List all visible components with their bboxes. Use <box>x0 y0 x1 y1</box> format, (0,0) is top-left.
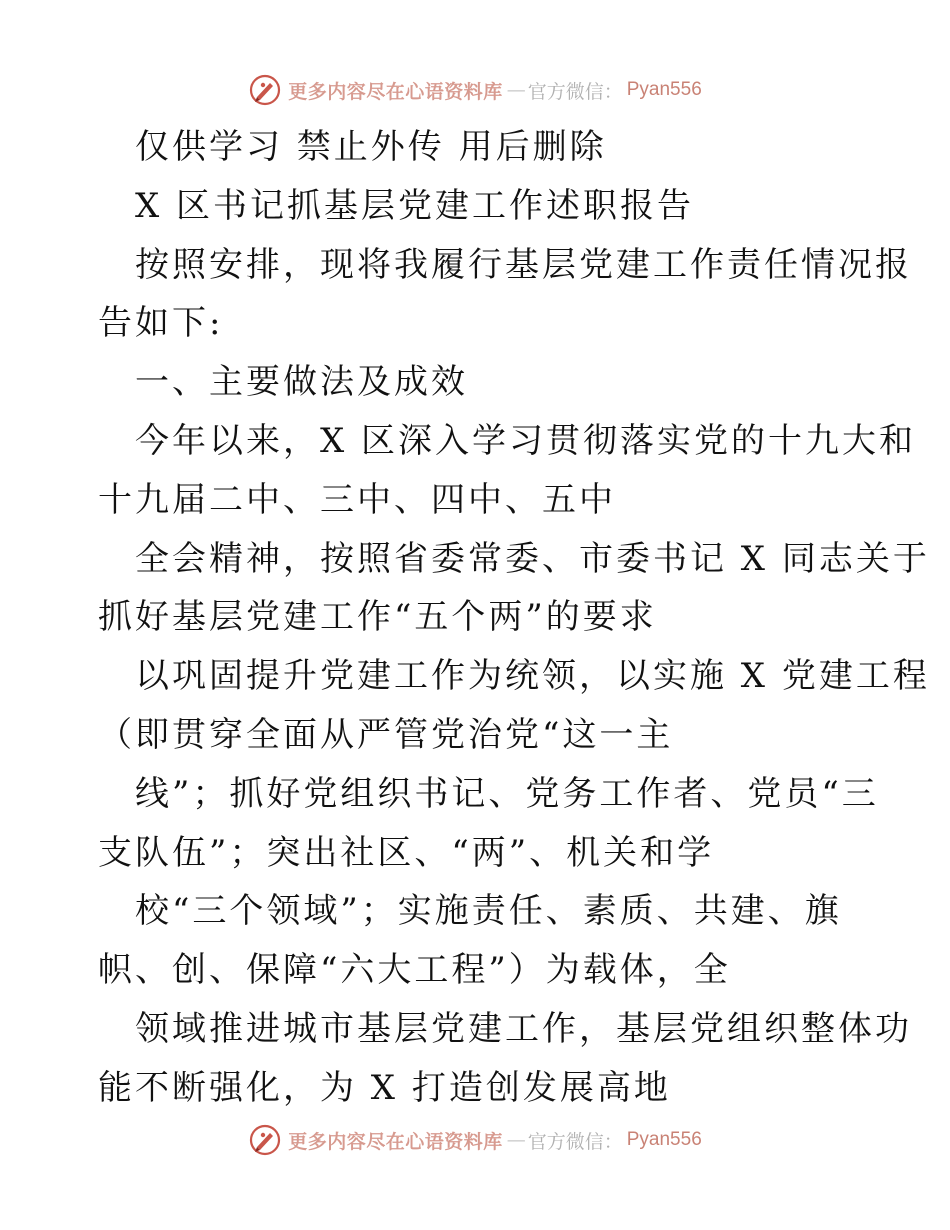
watermark-separator: — <box>506 79 524 101</box>
document-line: 告如下: <box>98 303 224 344</box>
document-line: X 区书记抓基层党建工作述职报告 <box>135 185 695 226</box>
watermark-banner-top <box>0 68 950 112</box>
document-line: 校“三个领域”；实施责任、素质、共建、旗 <box>135 891 842 932</box>
document-line: 一、主要做法及成效 <box>135 362 468 403</box>
document-line: 仅供学习 禁止外传 用后删除 <box>135 127 607 167</box>
watermark-separator: — <box>506 1129 524 1151</box>
document-line: 线”；抓好党组织书记、党务工作者、党员“三 <box>135 773 879 814</box>
document-line: 帜、创、保障“六大工程”）为载体，全 <box>98 950 731 991</box>
watermark-banner-bottom <box>0 1118 950 1162</box>
document-line: 全会精神，按照省委常委、市委书记 X 同志关于 <box>135 538 930 579</box>
document-line: 按照安排，现将我履行基层党建工作责任情况报 <box>135 244 912 285</box>
document-line: 十九届二中、三中、四中、五中 <box>98 479 616 520</box>
document-line: 能不断强化，为 X 打造创发展高地 <box>98 1067 671 1108</box>
document-line: 支队伍”；突出社区、“两”、机关和学 <box>98 832 715 873</box>
document-line: （即贯穿全面从严管党治党“这一主 <box>98 714 674 755</box>
pen-logo-icon <box>248 73 282 107</box>
watermark-wechat-label: 官方微信： <box>527 80 623 103</box>
document-line: 今年以来，X 区深入学习贯彻落实党的十九大和 <box>135 420 917 461</box>
watermark-wechat-label: 官方微信： <box>527 1130 623 1153</box>
watermark-wechat-id: Pyan556 <box>626 79 702 100</box>
watermark-wechat-id: Pyan556 <box>626 1129 702 1150</box>
watermark-site-text: 更多内容尽在心语资料库 <box>288 1130 503 1153</box>
document-body <box>98 118 930 1118</box>
pen-logo-icon <box>248 1123 282 1157</box>
watermark-site-text: 更多内容尽在心语资料库 <box>288 80 503 103</box>
document-line: 抓好基层党建工作“五个两”的要求 <box>98 597 657 638</box>
document-line: 领域推进城市基层党建工作，基层党组织整体功 <box>135 1008 912 1049</box>
document-line: 以巩固提升党建工作为统领，以实施 X 党建工程 <box>135 656 930 697</box>
